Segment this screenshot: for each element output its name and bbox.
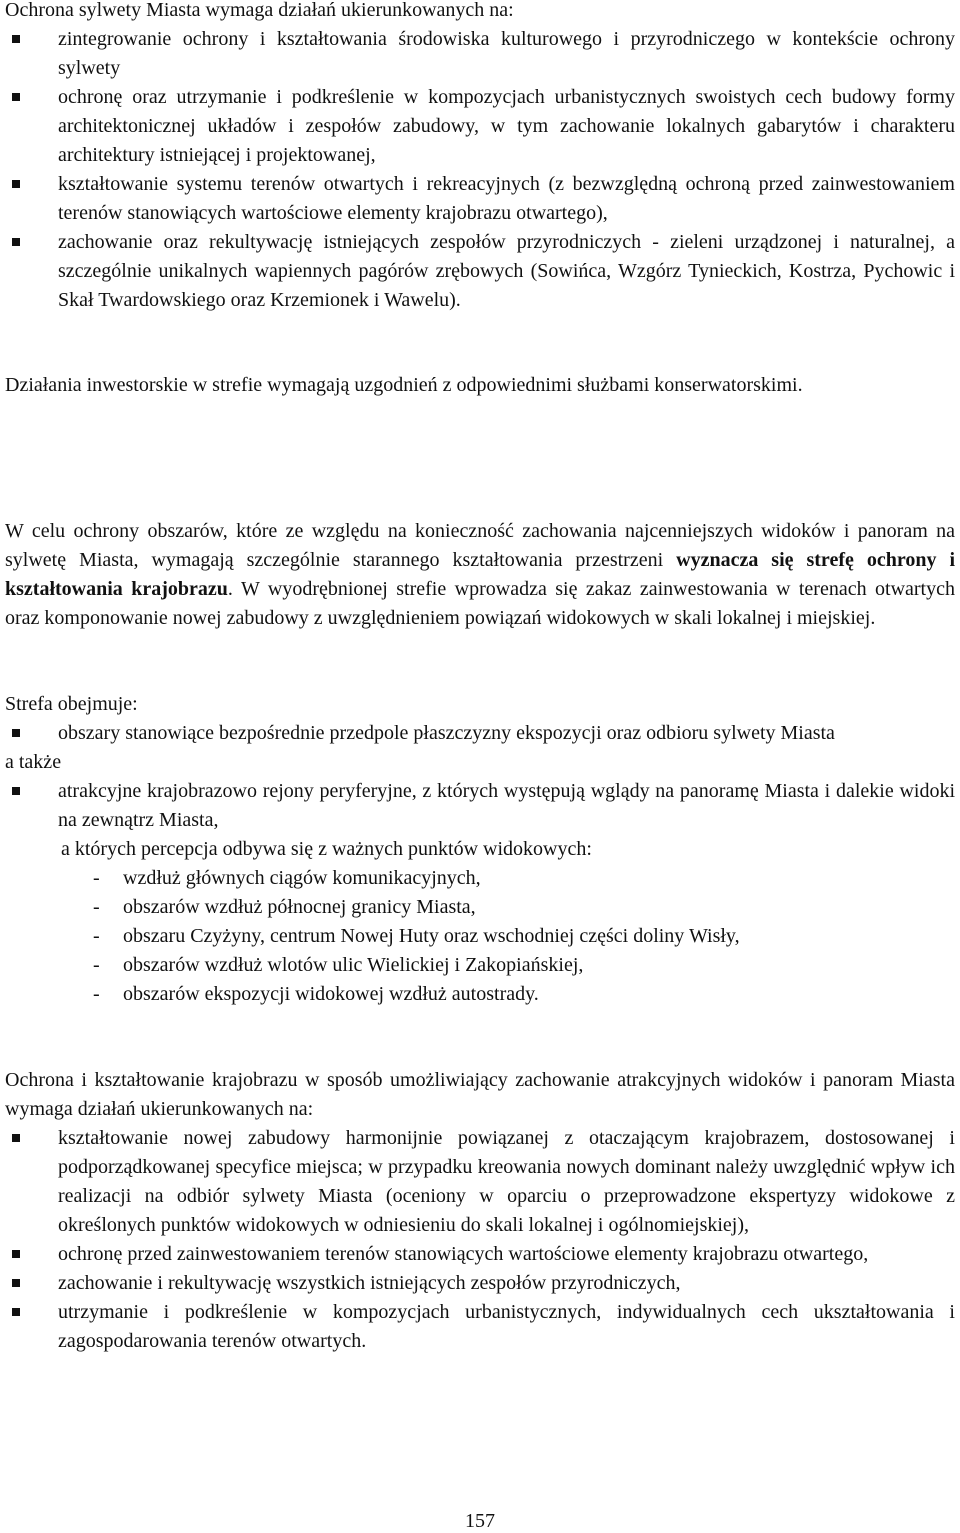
dash-list	[5, 864, 955, 1009]
list-item: ochronę przed zainwestowaniem terenów stanowiących wartościowe elementy krajobrazu otwartego,	[5, 1240, 955, 1269]
bullet-list	[5, 719, 955, 748]
dash-bullet: -	[93, 896, 100, 918]
square-bullet-icon	[12, 1134, 20, 1142]
connector-text: a także	[5, 751, 62, 773]
list-item: - obszarów wzdłuż wlotów ulic Wielickiej i Zakopiańskiej,	[5, 951, 955, 980]
page-number: 157	[465, 1510, 495, 1532]
section-zone-scope	[5, 690, 955, 1009]
section-intro: Ochrona i kształtowanie krajobrazu w sposób umożliwiający zachowanie atrakcyjnych widoków i panoram Miasta wymaga działań ukierunkowanych na:	[5, 1069, 955, 1120]
list-item: - obszaru Czyżyny, centrum Nowej Huty oraz wschodniej części doliny Wisły,	[5, 922, 955, 951]
list-item: obszary stanowiące bezpośrednie przedpole płaszczyzny ekspozycji oraz odbioru sylwety Miasta	[5, 719, 955, 748]
paragraph: Działania inwestorskie w strefie wymagają uzgodnień z odpowiednimi służbami konserwatorskimi.	[5, 374, 803, 396]
bullet-list	[5, 777, 955, 835]
square-bullet-icon	[12, 1250, 20, 1258]
list-item: zachowanie oraz rekultywację istniejących zespołów przyrodniczych - zieleni urządzonej i naturalnej, a szczególnie unikalnych wapiennych pagórów zrębowych (Sowińca, Wzgórz Tynieckich, Kostrza, Pychowic i Skał Twardowskiego oraz Krzemionek i Wawelu).	[5, 228, 955, 315]
square-bullet-icon	[12, 1308, 20, 1316]
section-intro: Strefa obejmuje:	[5, 693, 138, 715]
section-landscape-zone	[5, 517, 955, 633]
square-bullet-icon	[12, 787, 20, 795]
bullet-list	[5, 25, 955, 315]
points-intro: a których percepcja odbywa się z ważnych punktów widokowych:	[61, 838, 592, 860]
list-item: - obszarów ekspozycji widokowej wzdłuż autostrady.	[5, 980, 955, 1009]
list-item: utrzymanie i podkreślenie w kompozycjach urbanistycznych, indywidualnych cech ukształtowania i zagospodarowania terenów otwartych.	[5, 1298, 955, 1356]
section-landscape-protection	[5, 1066, 955, 1356]
list-item: atrakcyjne krajobrazowo rejony peryferyjne, z których występują wglądy na panoramę Miasta i dalekie widoki na zewnątrz Miasta,	[5, 777, 955, 835]
section-sylweta-protection	[5, 0, 955, 315]
list-item: zintegrowanie ochrony i kształtowania środowiska kulturowego i przyrodniczego w kontekście ochrony sylwety	[5, 25, 955, 83]
dash-bullet: -	[93, 954, 100, 976]
section-intro: Ochrona sylwety Miasta wymaga działań ukierunkowanych na:	[5, 0, 514, 21]
bold-phrase: wyznacza się strefę ochrony i kształtowania krajobrazu	[5, 549, 955, 600]
bullet-list	[5, 1124, 955, 1356]
list-item: zachowanie i rekultywację wszystkich istniejących zespołów przyrodniczych,	[5, 1269, 955, 1298]
paragraph: W celu ochrony obszarów, które ze względu na konieczność zachowania najcenniejszych widoków i panoram na sylwetę Miasta, wymagają szczególnie starannego kształtowania przestrzeni wyznacza się strefę ochrony i kształtowania krajobrazu. W wyodrębnionej strefie wprowadza się zakaz zainwestowania w terenach otwartych oraz komponowanie nowej zabudowy z uwzględnieniem powiązań widokowych w skali lokalnej i miejskiej.	[5, 520, 955, 629]
square-bullet-icon	[12, 238, 20, 246]
list-item: kształtowanie systemu terenów otwartych i rekreacyjnych (z bezwzględną ochroną przed zainwestowaniem terenów stanowiących wartościowe elementy krajobrazu otwartego),	[5, 170, 955, 228]
dash-bullet: -	[93, 983, 100, 1005]
list-item: - wzdłuż głównych ciągów komunikacyjnych,	[5, 864, 955, 893]
list-item: - obszarów wzdłuż północnej granicy Miasta,	[5, 893, 955, 922]
square-bullet-icon	[12, 180, 20, 188]
square-bullet-icon	[12, 729, 20, 737]
dash-bullet: -	[93, 867, 100, 889]
square-bullet-icon	[12, 1279, 20, 1287]
dash-bullet: -	[93, 925, 100, 947]
square-bullet-icon	[12, 35, 20, 43]
list-item: ochronę oraz utrzymanie i podkreślenie w kompozycjach urbanistycznych swoistych cech budowy formy architektonicznej układów i zespołów zabudowy, w tym zachowanie lokalnych gabarytów i charakteru architektury istniejącej i projektowanej,	[5, 83, 955, 170]
section-investor-actions	[5, 371, 955, 400]
list-item: kształtowanie nowej zabudowy harmonijnie powiązanej z otaczającym krajobrazem, dostosowanej i podporządkowanej specyfice miejsca; w przypadku kreowania nowych dominant należy uwzględnić wpływ ich realizacji na odbiór sylwety Miasta (oceniony w oparciu o przeprowadzone ekspertyzy widokowe z określonych punktów widokowych w odniesieniu do skali lokalnej i ogólnomiejskiej),	[5, 1124, 955, 1240]
square-bullet-icon	[12, 93, 20, 101]
